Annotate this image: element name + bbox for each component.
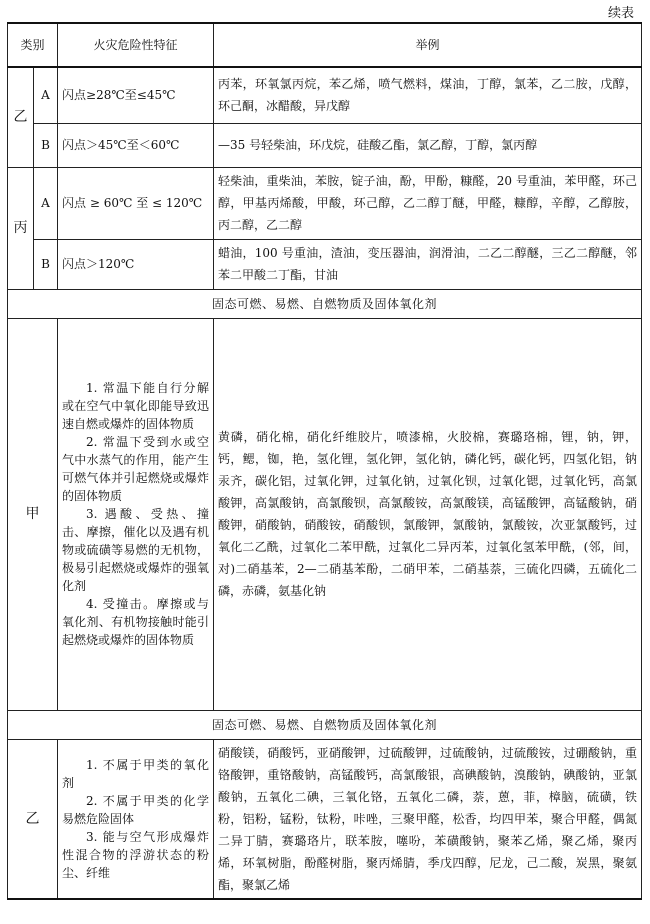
feature-cell: 闪点≥28℃至≤45℃ [58, 67, 214, 123]
table-row [8, 239, 642, 289]
feature-item: 3. 能与空气形成爆炸性混合物的浮游状态的粉尘、纤维 [62, 829, 210, 880]
feature-cell [58, 739, 214, 899]
fire-hazard-table [7, 22, 642, 900]
examples-cell: 黄磷，硝化棉，硝化纤维胶片，喷漆棉，火胶棉，赛璐珞棉，锂，钠，钾，钙，鳃，铷，艳，氢化锂，氢化钾，氢化钠，磷化钙，碳化钙，四氢化铝，钠汞齐，碳化铝，过氧化钾，过氧化钠，过氧化钡，过氧化锶，过氧化钙，高氯酸钾，高氯酸钠，高氯酸钡，高氯酸铵，高氯酸镁，高锰酸钾，高锰酸钠，硝酸钾，硝酸钠，硝酸铵，硝酸钡，氯酸钾，氯酸钠，氯酸铵，次亚氯酸钙，过氧化二乙酰，过氧化二苯甲酰，过氧化二异丙苯，过氧化氢苯甲酰，(邻，间，对)二硝基苯，2—二硝基苯酚，二硝甲苯，二硝基萘，三硫化四磷，五硫化二磷，赤磷，氨基化钠 [214, 318, 642, 710]
header-examples: 举例 [214, 23, 642, 67]
feature-cell: 闪点＞120℃ [58, 239, 214, 289]
examples-cell: 轻柴油，重柴油，苯胺，锭子油，酚，甲酚，糠醛，20 号重油，苯甲醛，环己醇，甲基丙烯酸，甲酸，环己醇，乙二醇丁醚，甲醛，糠醇，辛醇，乙醇胺，丙二醇，乙二醇 [214, 167, 642, 239]
table-row [8, 318, 642, 710]
header-feature: 火灾危险性特征 [58, 23, 214, 67]
subcategory-cell: A [34, 167, 58, 239]
category-cell: 丙 [8, 167, 34, 289]
examples-cell: —35 号轻柴油，环戊烷，硅酸乙酯，氯乙醇，丁醇，氯丙醇 [214, 123, 642, 167]
feature-cell: 闪点＞45℃至＜60℃ [58, 123, 214, 167]
feature-item: 3. 遇酸、受热、撞击、摩擦，催化以及遇有机物或硫磺等易燃的无机物，极易引起燃烧或爆炸的强氧化剂 [62, 507, 210, 593]
examples-cell: 硝酸镁，硝酸钙，亚硝酸钾，过硫酸钾，过硫酸钠，过硫酸铵，过硼酸钠，重铬酸钾，重铬酸钠，高锰酸钙，高氯酸银，高碘酸钠，溴酸钠，碘酸钠，亚氯酸钠，五氧化二碘，三氧化铬，五氧化二磷，萘，蒽，菲，樟脑，硫磺，铁粉，铝粉，锰粉，钛粉，咔唑，三聚甲醛，松香，均四甲苯，聚合甲醛，偶氮二异丁腈，赛璐珞片，联苯胺，噻吩，苯磺酸钠，聚苯乙烯，聚乙烯，聚丙烯，环氧树脂，酚醛树脂，聚丙烯腈，季戊四醇，尼龙，己二酸，炭黑，聚氨酯，聚氯乙烯 [214, 739, 642, 899]
subcategory-cell: B [34, 123, 58, 167]
table-row [8, 67, 642, 123]
feature-item: 1. 不属于甲类的氧化剂 [62, 757, 210, 790]
examples-cell: 蜡油，100 号重油，渣油，变压器油，润滑油，二乙二醇醚，三乙二醇醚，邻苯二甲酸二丁酯，甘油 [214, 239, 642, 289]
section-title-row [8, 710, 642, 739]
table-row [8, 739, 642, 899]
feature-cell: 闪点 ≥ 60℃ 至 ≤ 120℃ [58, 167, 214, 239]
subcategory-cell: B [34, 239, 58, 289]
subcategory-cell: A [34, 67, 58, 123]
feature-item: 4. 受撞击。摩擦或与氧化剂、有机物接触时能引起燃烧或爆炸的固体物质 [62, 597, 210, 647]
category-cell: 甲 [8, 318, 58, 710]
table-header-row [8, 23, 642, 67]
continued-label: 续表 [607, 6, 634, 21]
category-cell: 乙 [8, 67, 34, 167]
section-title: 固态可燃、易燃、自燃物质及固体氧化剂 [8, 289, 642, 318]
examples-cell: 丙苯，环氧氯丙烷，苯乙烯，喷气燃料，煤油，丁醇，氯苯，乙二胺，戊醇，环己酮，冰醋酸，异戊醇 [214, 67, 642, 123]
header-category: 类别 [8, 23, 58, 67]
section-title: 固态可燃、易燃、自燃物质及固体氧化剂 [8, 710, 642, 739]
table-row [8, 123, 642, 167]
feature-cell [58, 318, 214, 710]
feature-item: 1. 常温下能自行分解或在空气中氧化即能导致迅速自燃或爆炸的固体物质 [62, 381, 210, 431]
category-cell: 乙 [8, 739, 58, 899]
section-title-row [8, 289, 642, 318]
feature-item: 2. 不属于甲类的化学易燃危险固体 [62, 793, 210, 826]
feature-item: 2. 常温下受到水或空气中水蒸气的作用，能产生可燃气体并引起燃烧或爆炸的固体物质 [62, 435, 210, 503]
table-row [8, 167, 642, 239]
